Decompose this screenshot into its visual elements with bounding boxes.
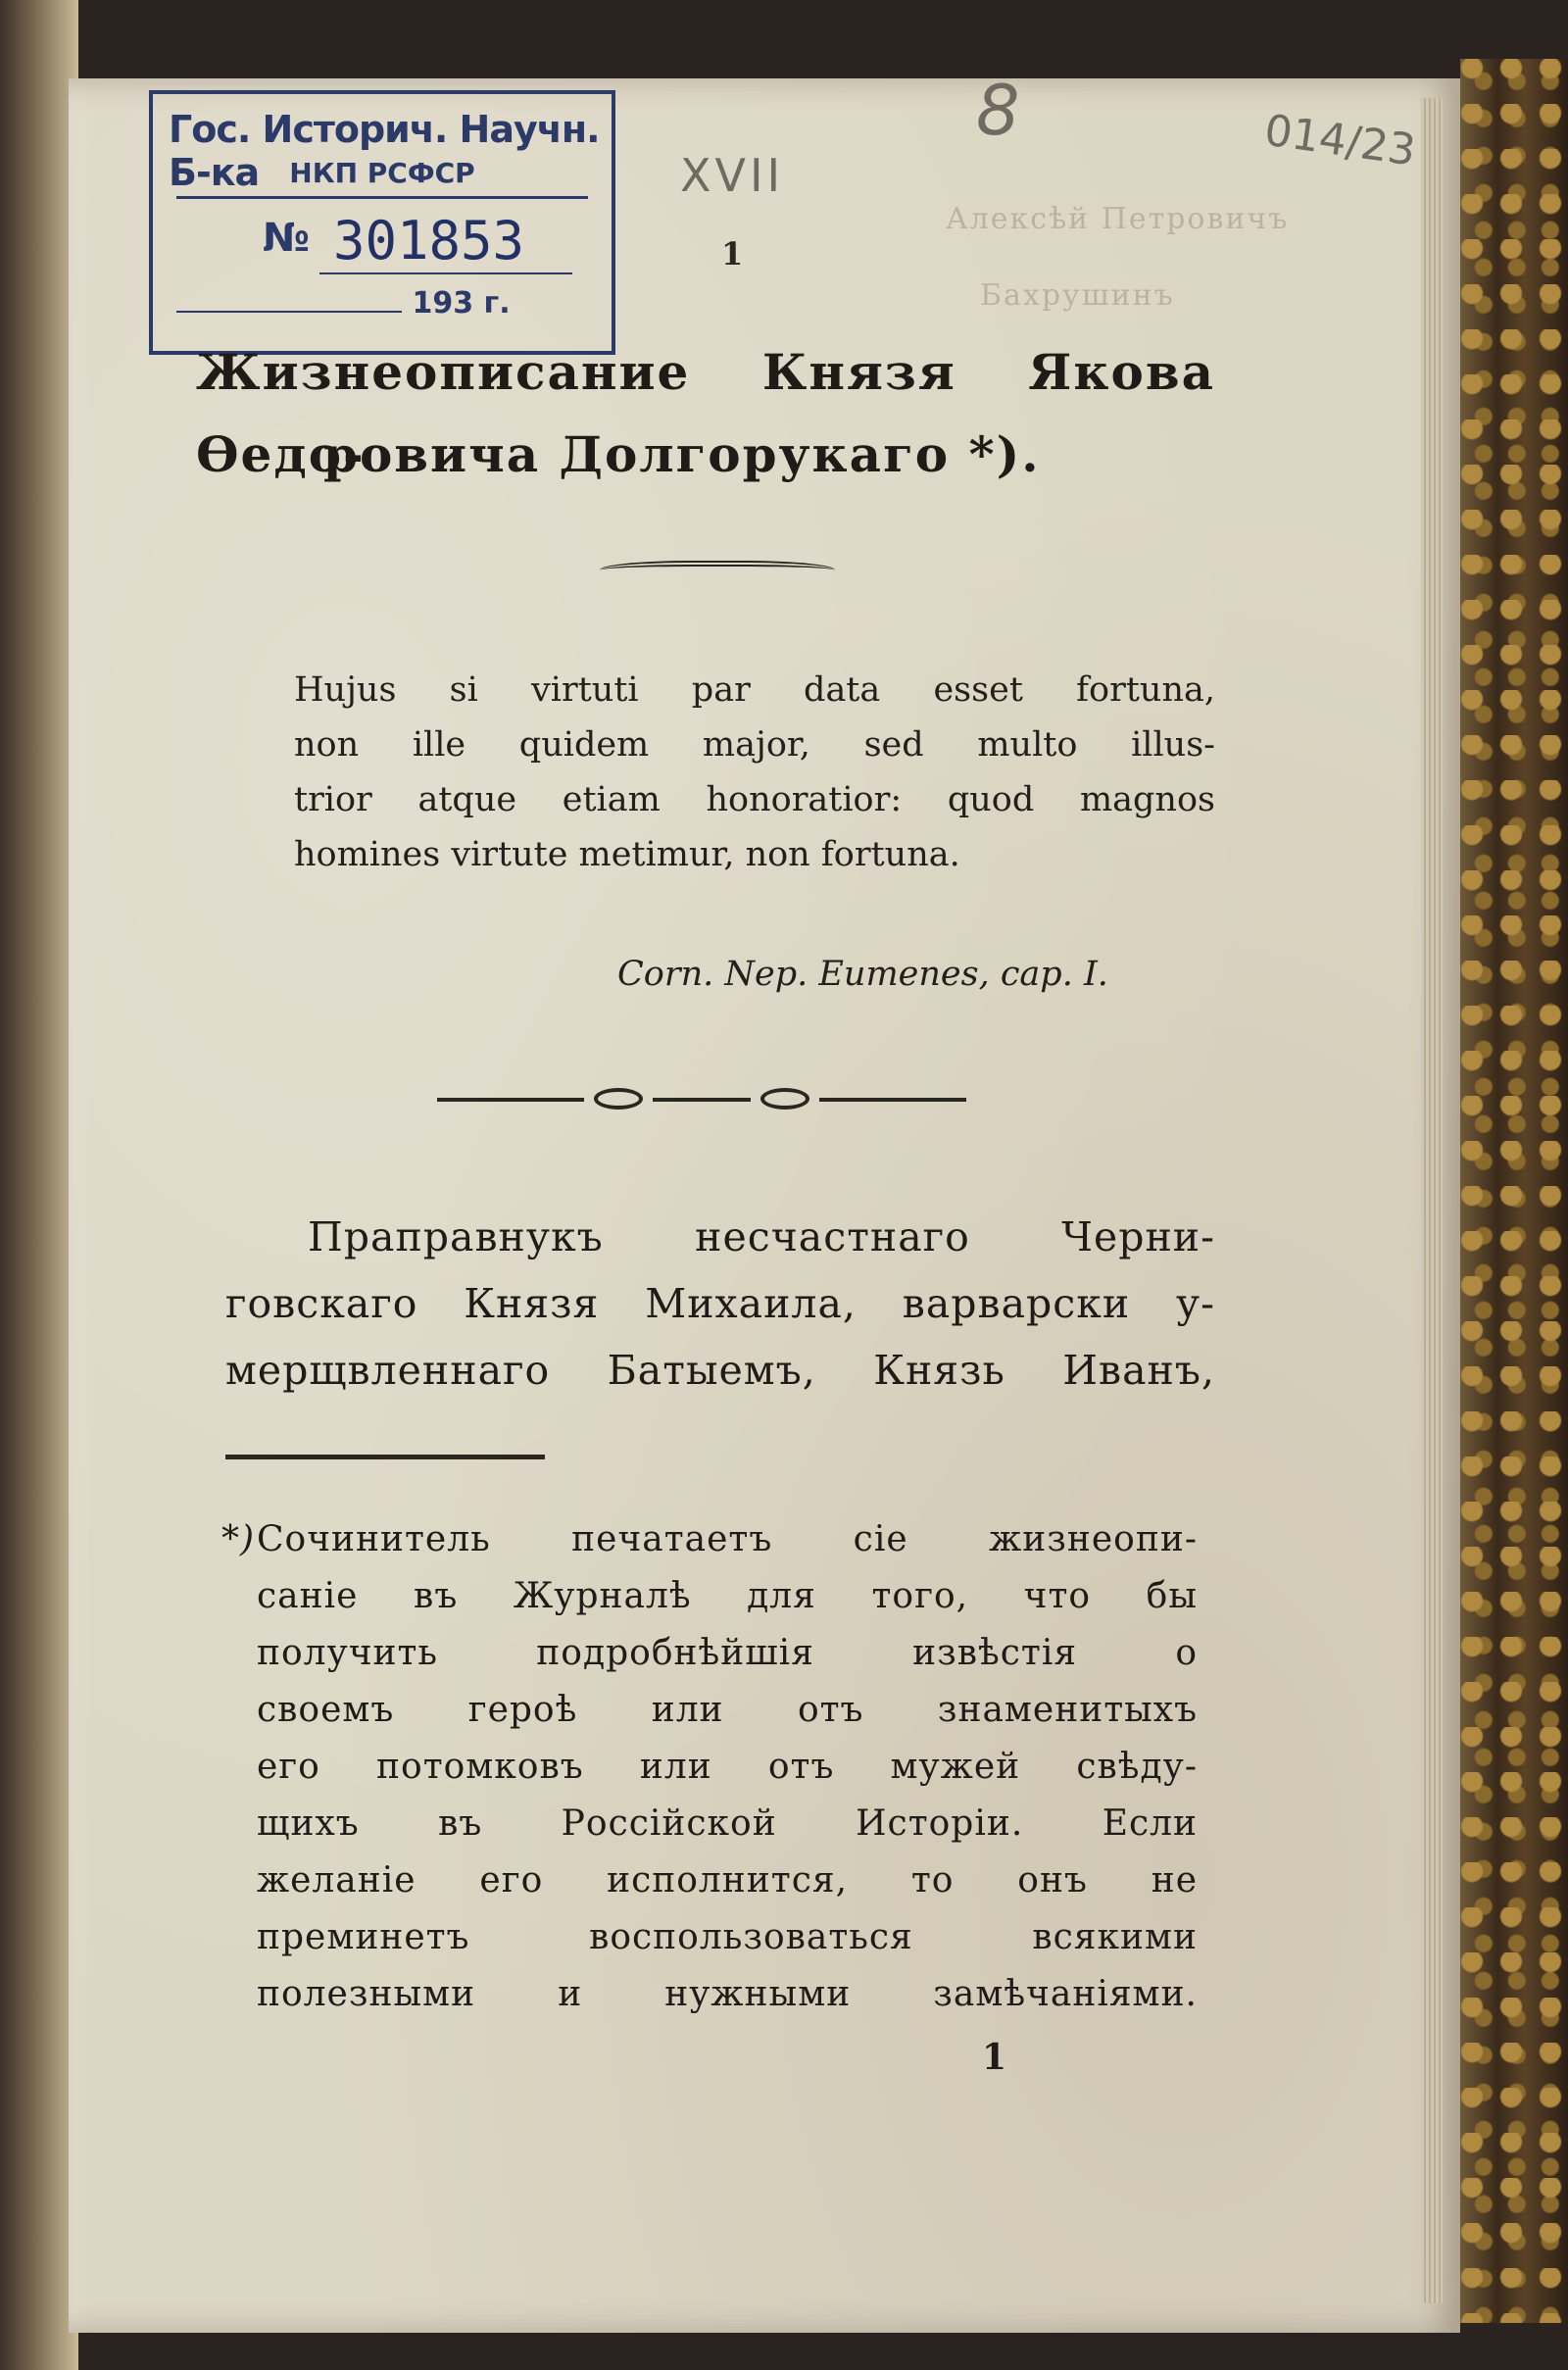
pencil-mark-corner: 014/23	[1261, 105, 1419, 176]
epigraph-line: homines virtute metimur, non fortuna.	[294, 835, 960, 874]
footnote-line: полезными и нужными замѣчаніями.	[257, 1974, 1198, 2014]
chapter-title-line2: ровича Долгорукаго *).	[323, 425, 1041, 483]
footnote-rule	[225, 1455, 545, 1459]
stamp-number-prefix: №	[263, 216, 311, 261]
footnote	[221, 1511, 1198, 2023]
epigraph-line: Hujus si virtuti par data esset fortuna,	[294, 670, 1215, 710]
pencil-mark-top: XVII	[680, 149, 785, 202]
stamp-year	[176, 286, 511, 321]
show-through-text-line2: Бахрушинъ	[980, 278, 1175, 313]
footnote-line: саніе въ Журналѣ для того, что бы	[257, 1576, 1198, 1616]
stamp-year-suffix: 193 г.	[412, 286, 511, 321]
stamp-line1: Гос. Историч. Научн. Б-ка	[169, 108, 600, 194]
body-line: говскаго Князя Михаила, варварски у-	[225, 1280, 1215, 1327]
pencil-mark-figure: 8	[976, 71, 1020, 151]
signature-mark: 1	[982, 2037, 1007, 2078]
page-stack-edge	[1421, 98, 1443, 2303]
epigraph-line: trior atque etiam honoratior: quod magnos	[294, 780, 1215, 819]
stamp-year-blank	[176, 311, 402, 313]
footnote-line: его потомковъ или отъ мужей свѣду-	[257, 1747, 1198, 1787]
latin-epigraph	[294, 663, 1215, 882]
footnote-line: желаніе его исполнится, то онъ не	[257, 1860, 1198, 1901]
section-ornament	[437, 1088, 966, 1111]
book-binding-marbled-edge	[1460, 59, 1568, 2323]
show-through-text-line1: Алексѣй Петровичъ	[946, 202, 1290, 236]
ornament-bar	[819, 1098, 966, 1102]
footnote-line: получить подробнѣйшія извѣстія о	[257, 1633, 1198, 1673]
book-binding-left	[0, 0, 78, 2370]
ornament-knot	[760, 1088, 809, 1110]
library-stamp	[149, 90, 615, 355]
footnote-line: преминетъ воспользоваться всякими	[257, 1917, 1198, 1957]
chapter-title-line1: Жизнеописание Князя Якова Ѳедо-	[196, 343, 1215, 483]
body-text	[225, 1204, 1215, 1404]
title-ornament	[600, 561, 835, 584]
stamp-line2: НКП РСФСР	[289, 157, 475, 189]
stamp-inventory-number: 301853	[333, 210, 525, 272]
ornament-bar	[437, 1098, 584, 1102]
epigraph-line: non ille quidem major, sed multo illus-	[294, 725, 1215, 765]
epigraph-citation: Corn. Nep. Eumenes, cap. I.	[617, 955, 1108, 994]
stamp-number-rule	[319, 272, 572, 274]
ornament-bar	[653, 1098, 751, 1102]
body-line: мерщвленнаго Батыемъ, Князь Иванъ,	[225, 1347, 1215, 1394]
footnote-line: щихъ въ Россійской Исторіи. Если	[257, 1803, 1198, 1844]
footnote-line: своемъ героѣ или отъ знаменитыхъ	[257, 1690, 1198, 1730]
footnote-line: Сочинитель печатаетъ сіе жизнеопи-	[257, 1519, 1198, 1559]
page-number-top: 1	[721, 235, 744, 272]
footnote-mark: *)	[221, 1519, 256, 1559]
ornament-knot	[594, 1088, 643, 1110]
stamp-rule	[176, 196, 588, 199]
body-line: Праправнукъ несчастнаго Черни-	[308, 1213, 1215, 1260]
